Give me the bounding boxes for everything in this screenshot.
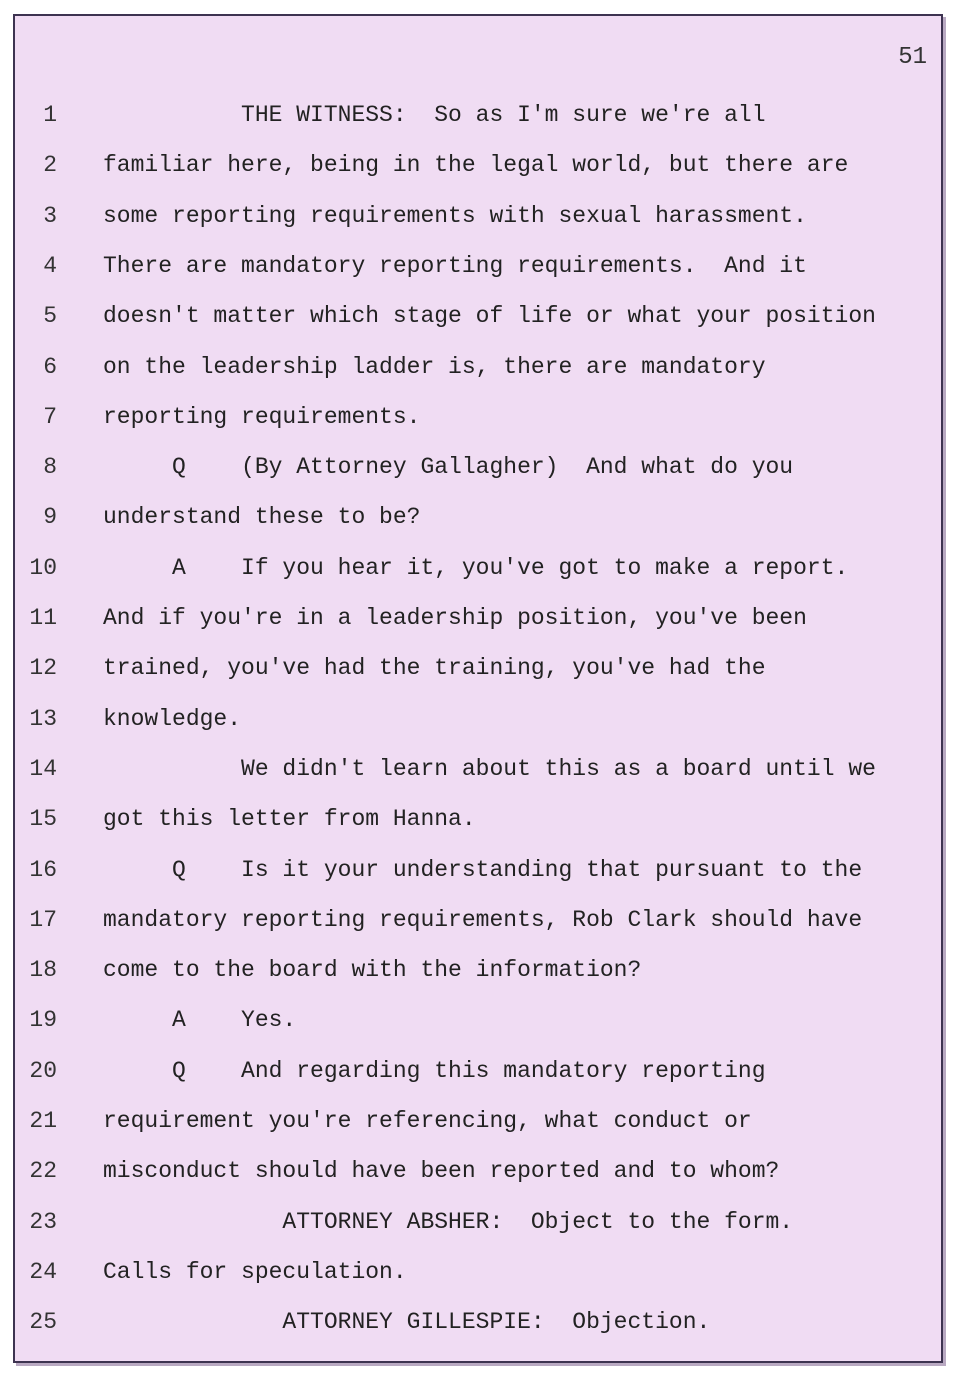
line-text: come to the board with the information?: [103, 957, 642, 984]
transcript-line: [15, 806, 941, 856]
line-number: 2: [43, 152, 57, 179]
page-number: 51: [898, 44, 927, 71]
line-text: ATTORNEY GILLESPIE: Objection.: [103, 1309, 711, 1336]
transcript-line: [15, 957, 941, 1007]
transcript-line: [15, 706, 941, 756]
transcript-line: [15, 1259, 941, 1309]
transcript-line: [15, 354, 941, 404]
line-number: 13: [29, 705, 57, 732]
line-number: 14: [29, 755, 57, 782]
transcript-line: [15, 102, 941, 152]
transcript-line: [15, 555, 941, 605]
line-text: reporting requirements.: [103, 403, 421, 430]
line-number: 9: [43, 504, 57, 531]
line-number: 19: [29, 1007, 57, 1034]
line-text: Q (By Attorney Gallagher) And what do you: [103, 454, 794, 481]
line-number: 6: [43, 353, 57, 380]
line-text: Q Is it your understanding that pursuant to the: [103, 856, 863, 883]
transcript-line: [15, 857, 941, 907]
line-text: ATTORNEY ABSHER: Object to the form.: [103, 1208, 794, 1235]
line-number: 17: [29, 906, 57, 933]
transcript-line: [15, 1108, 941, 1158]
transcript-line: [15, 504, 941, 554]
line-number: 4: [43, 252, 57, 279]
line-number: 25: [29, 1309, 57, 1336]
line-text: got this letter from Hanna.: [103, 806, 476, 833]
transcript-line: [15, 1058, 941, 1108]
line-number: 15: [29, 806, 57, 833]
line-text: THE WITNESS: So as I'm sure we're all: [103, 102, 766, 128]
line-text: requirement you're referencing, what conduct or: [103, 1108, 752, 1134]
line-number: 16: [29, 856, 57, 883]
line-number: 10: [29, 554, 57, 581]
line-text: understand these to be?: [103, 504, 421, 531]
transcript-line: [15, 1309, 941, 1359]
line-number: 7: [43, 403, 57, 430]
line-text: Calls for speculation.: [103, 1258, 407, 1285]
transcript-line: [15, 454, 941, 504]
transcript-line: [15, 253, 941, 303]
line-number: 22: [29, 1158, 57, 1185]
line-text: Q And regarding this mandatory reporting: [103, 1057, 766, 1084]
line-number: 12: [29, 655, 57, 682]
line-number: 3: [43, 202, 57, 229]
line-text: A If you hear it, you've got to make a report.: [103, 554, 849, 581]
line-number: 8: [43, 454, 57, 481]
line-text: misconduct should have been reported and to whom?: [103, 1158, 780, 1185]
transcript-line: [15, 152, 941, 202]
line-number: 21: [29, 1108, 57, 1134]
transcript-line: [15, 907, 941, 957]
transcript-line: [15, 303, 941, 353]
line-text: There are mandatory reporting requirements. And it: [103, 252, 807, 279]
line-text: And if you're in a leadership position, you've been: [103, 605, 807, 631]
line-text: doesn't matter which stage of life or what your position: [103, 303, 876, 330]
line-text: A Yes.: [103, 1007, 297, 1034]
transcript-line: [15, 1158, 941, 1208]
transcript-line: [15, 404, 941, 454]
transcript-line: [15, 1007, 941, 1057]
line-number: 5: [43, 303, 57, 330]
line-text: We didn't learn about this as a board until we: [103, 755, 876, 782]
line-text: some reporting requirements with sexual harassment.: [103, 202, 807, 229]
line-number: 24: [29, 1258, 57, 1285]
line-text: mandatory reporting requirements, Rob Clark should have: [103, 906, 863, 933]
transcript-line: [15, 756, 941, 806]
line-text: on the leadership ladder is, there are mandatory: [103, 353, 766, 380]
transcript-line: [15, 605, 941, 655]
line-number: 1: [43, 102, 57, 128]
transcript-line: [15, 655, 941, 705]
transcript-page: [13, 14, 943, 1363]
line-number: 18: [29, 957, 57, 984]
line-text: trained, you've had the training, you've had the: [103, 655, 766, 682]
transcript-line: [15, 203, 941, 253]
line-text: knowledge.: [103, 705, 242, 732]
line-number: 20: [29, 1057, 57, 1084]
line-number: 23: [29, 1208, 57, 1235]
line-number: 11: [29, 605, 57, 631]
transcript-line: [15, 1209, 941, 1259]
line-text: familiar here, being in the legal world, but there are: [103, 152, 849, 179]
